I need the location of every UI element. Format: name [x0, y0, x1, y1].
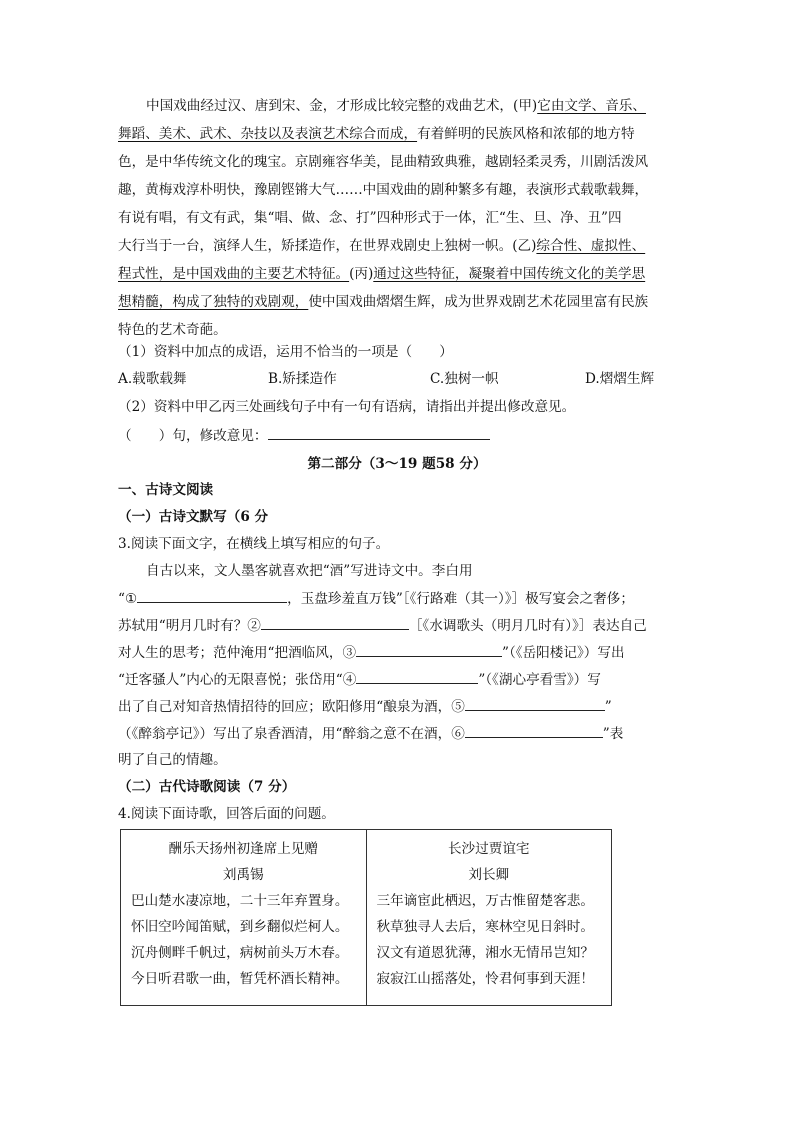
fill-text: ”表 — [602, 726, 624, 742]
fill-text: “① — [118, 591, 138, 607]
subsection-heading: （二）古代诗歌阅读（7 分） — [118, 779, 296, 795]
underlined-sentence-c: 想精髓，构成了独特的戏剧观， — [118, 294, 309, 310]
passage-text: 有着鲜明的民族风格和浓郁的地方特 — [417, 126, 635, 142]
fill-text: ”（《岳阳楼记》）写出 — [502, 645, 625, 661]
fill-blank-3[interactable] — [356, 642, 502, 657]
question-1-option-a: A.载歌载舞 — [118, 371, 187, 387]
fill-text: ”（《湖心亭看雪》）写 — [478, 672, 601, 688]
fill-blank-2[interactable] — [261, 615, 409, 630]
passage-line: 趣，黄梅戏淳朴明快，豫剧铿锵大气……中国戏曲的剧种繁多有趣，表演形式载歌载舞， — [118, 182, 649, 198]
fill-blank-6[interactable] — [465, 723, 603, 738]
passage-text: 大行当于一台，演绎人生，矫揉造作，在世界戏剧史上独树一帜。(乙) — [118, 238, 537, 254]
poem-author: 刘禹锡 — [222, 867, 264, 883]
part-two-heading: 第二部分（3～19 题58 分） — [307, 456, 487, 472]
poem-title: 酬乐天扬州初逢席上见赠 — [168, 841, 319, 857]
section-heading: 一、古诗文阅读 — [118, 482, 214, 498]
question-3-line — [118, 723, 623, 744]
poem-line: 怀旧空吟闻笛赋，到乡翻似烂柯人。 — [131, 919, 349, 935]
poem-line: 今日听君歌一曲，暂凭杯酒长精神。 — [131, 971, 349, 987]
fill-text: 对人生的思考；范仲淹用“把酒临风，③ — [118, 645, 357, 661]
fill-text: ，玉盘珍羞直万钱”［《行路难（其一）》］极写宴会之奢侈； — [287, 591, 634, 607]
poem-line: 三年谪宦此栖迟，万古惟留楚客悲。 — [376, 893, 594, 909]
fill-blank-1[interactable] — [137, 588, 287, 603]
fill-text: 苏轼用“明月几时有？② — [118, 618, 261, 634]
question-3-line — [118, 696, 612, 717]
passage-line: 有说有唱，有文有武，集“唱、做、念、打”四种形式于一体，汇“生、旦、净、丑”四 — [118, 210, 622, 226]
poem-cell — [121, 830, 367, 1006]
passage-line: 特色的艺术奇葩。 — [118, 322, 227, 338]
question-2-stem: （2）资料中甲乙丙三处画线句子中有一句有语病，请指出并提出修改意见。 — [118, 399, 576, 415]
question-4-stem: 4.阅读下面诗歌，回答后面的问题。 — [118, 806, 335, 822]
question-3-line: 明了自己的情趣。 — [118, 752, 227, 768]
poem-cell — [366, 830, 612, 1006]
passage-line — [118, 292, 648, 312]
poem-line: 寂寂江山摇落处，怜君何事到天涯！ — [376, 971, 594, 987]
underlined-sentence-a: 它由文学、音乐、 — [537, 98, 646, 114]
poem-line: 沉舟侧畔千帆过，病树前头万木春。 — [131, 945, 349, 961]
fill-text: ” — [604, 699, 612, 715]
question-3-line: 自古以来，文人墨客就喜欢把“酒”写进诗文中。李白用 — [146, 563, 473, 579]
question-3-line — [118, 588, 634, 609]
passage-line: 色，是中华传统文化的瑰宝。京剧雍容华美，昆曲精致典雅，越剧轻柔灵秀，川剧活泼风 — [118, 154, 649, 170]
underlined-sentence-b: 综合性、虚拟性、 — [536, 238, 646, 254]
question-3-stem: 3.阅读下面文字，在横线上填写相应的句子。 — [118, 536, 390, 552]
poem-title: 长沙过贾谊宅 — [447, 841, 530, 857]
question-1-stem: （1）资料中加点的成语，运用不恰当的一项是（ ） — [118, 344, 453, 360]
fill-text: “迁客骚人”内心的无限喜悦；张岱用“④ — [118, 672, 357, 688]
poem-author: 刘长卿 — [468, 867, 510, 883]
answer-prefix: （ ）句，修改意见： — [118, 428, 268, 444]
subsection-heading: （一）古诗文默写（6 分 — [118, 509, 269, 525]
question-1-option-c: C.独树一帜 — [430, 371, 499, 387]
passage-line — [118, 124, 635, 144]
fill-text: 出了自己对知音热情招待的回应；欧阳修用“酿泉为酒，⑤ — [118, 699, 465, 715]
fill-text: ［《水调歌头（明月几时有）》］表达自己 — [408, 618, 647, 634]
underlined-sentence-b: 程式性，是中国戏曲的主要艺术特征。 — [118, 266, 350, 282]
passage-line — [118, 236, 645, 256]
fill-blank-5[interactable] — [465, 696, 605, 711]
question-2-answer-line — [118, 425, 490, 446]
poems-table — [120, 829, 612, 1006]
answer-blank[interactable] — [268, 425, 490, 440]
underlined-sentence-c: 通过这些特征，凝聚着中国传统文化的美学思 — [373, 266, 646, 282]
question-3-line — [118, 642, 625, 663]
question-1-option-b: B.矫揉造作 — [268, 371, 337, 387]
passage-line — [118, 264, 645, 284]
passage-line — [146, 96, 646, 116]
question-1-option-d: D.熠熠生辉 — [585, 371, 655, 387]
poem-line: 秋草独寻人去后，寒林空见日斜时。 — [376, 919, 594, 935]
poem-line: 巴山楚水凄凉地，二十三年弃置身。 — [131, 893, 349, 909]
passage-text: (丙) — [349, 266, 374, 282]
fill-text: （《醉翁亭记》）写出了泉香酒清，用“醉翁之意不在酒，⑥ — [118, 726, 465, 742]
underlined-sentence-a: 舞蹈、美术、武术、杂技以及表演艺术综合而成， — [118, 126, 418, 142]
passage-text: 使中国戏曲熠熠生辉，成为世界戏剧艺术花园里富有民族 — [308, 294, 649, 310]
question-3-line — [118, 615, 647, 636]
fill-blank-4[interactable] — [356, 669, 478, 684]
poem-line: 汉文有道恩犹薄，湘水无情吊岂知？ — [376, 945, 594, 961]
passage-text: 中国戏曲经过汉、唐到宋、金，才形成比较完整的戏曲艺术，(甲) — [146, 98, 538, 114]
question-3-line — [118, 669, 601, 690]
